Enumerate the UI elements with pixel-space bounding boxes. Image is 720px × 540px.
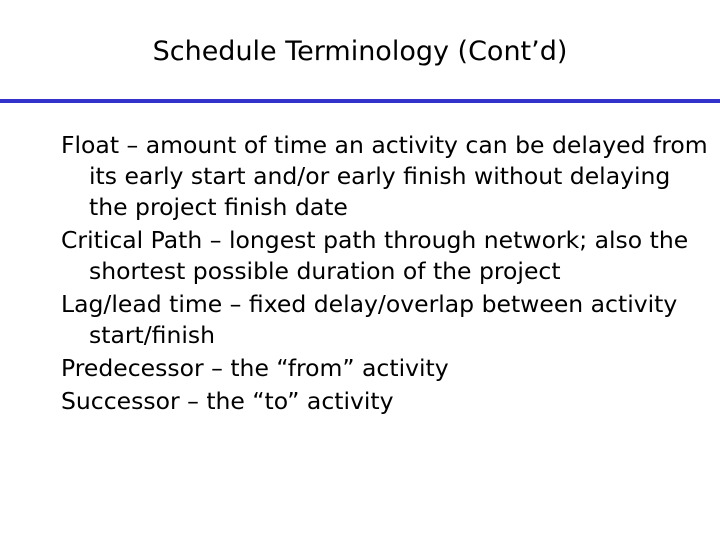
definition-float: Float – amount of time an activity can be delayed from its early start and/or early finish without delaying the project finish date xyxy=(61,131,708,221)
definition-successor: Successor – the “to” activity xyxy=(61,387,394,415)
slide-title: Schedule Terminology (Cont’d) xyxy=(152,36,568,67)
definition-lag-lead-time: Lag/lead time – fixed delay/overlap between activity start/finish xyxy=(61,290,678,349)
definition-list xyxy=(61,130,711,419)
definition-predecessor: Predecessor – the “from” activity xyxy=(61,354,449,382)
definition-critical-path: Critical Path – longest path through network; also the shortest possible duration of the project xyxy=(61,226,689,285)
title-divider xyxy=(0,99,720,103)
